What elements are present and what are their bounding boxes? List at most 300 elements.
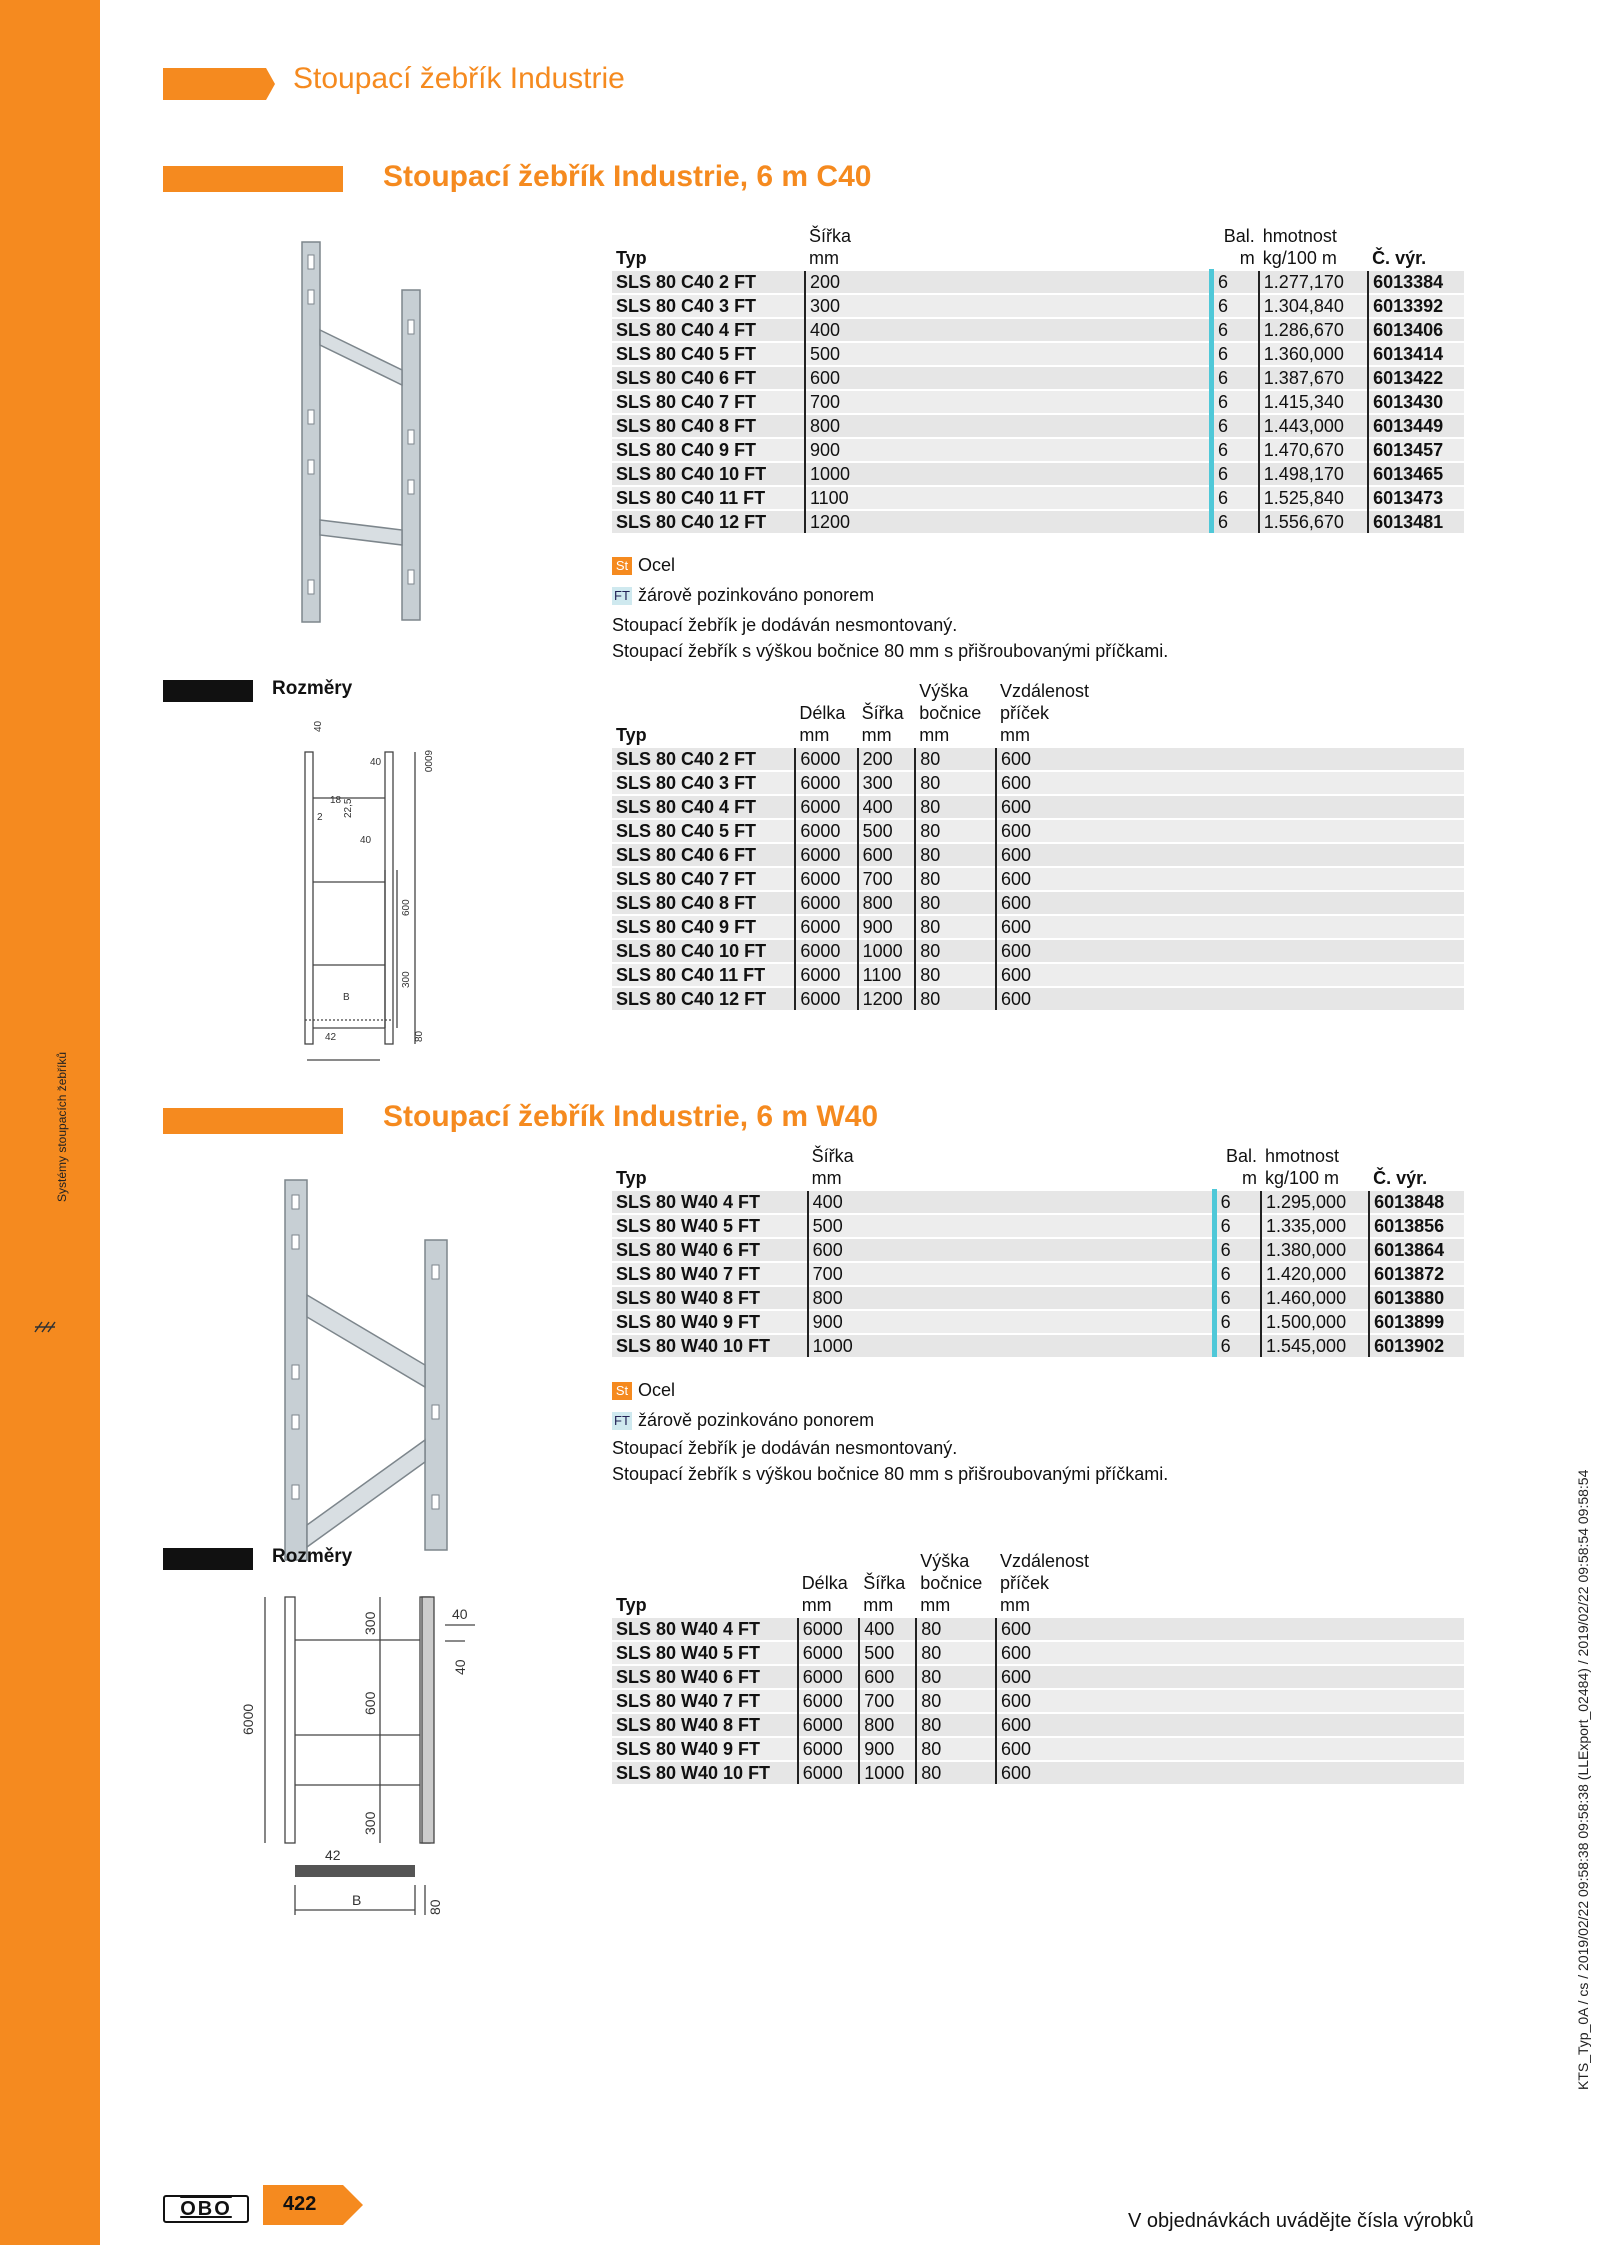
cell-vyska: 80: [915, 819, 996, 843]
cell-typ: SLS 80 C40 9 FT: [612, 438, 805, 462]
dims-title: Rozměry: [272, 678, 353, 699]
cell-sirka: 1000: [805, 462, 1212, 486]
cell-typ: SLS 80 C40 4 FT: [612, 795, 795, 819]
cell-delka: 6000: [795, 867, 857, 891]
cell-vzdalenost: 600: [996, 915, 1464, 939]
material-st: [612, 555, 675, 576]
col-sirka-unit: mm: [811, 1168, 842, 1188]
table-row: [612, 1334, 1464, 1357]
cell-cislo: 6013384: [1368, 270, 1464, 294]
cell-delka: 6000: [795, 987, 857, 1010]
table-row: [612, 915, 1464, 939]
cell-hmotnost: 1.498,170: [1259, 462, 1368, 486]
cell-bal: 6: [1211, 270, 1258, 294]
material-st-text: Ocel: [638, 555, 676, 575]
cell-sirka: 300: [805, 294, 1212, 318]
col-vyska-head: Výška: [919, 681, 969, 701]
cell-vzdalenost: 600: [996, 1617, 1464, 1641]
table-row: [612, 1713, 1464, 1737]
dims-bar: [163, 680, 253, 702]
cell-sirka: 1000: [858, 939, 916, 963]
col-vzd-sub: příček: [1000, 1573, 1050, 1593]
cell-hmotnost: 1.470,670: [1259, 438, 1368, 462]
ft-badge: FT: [612, 1412, 632, 1430]
table-row: [612, 891, 1464, 915]
section-bar: [163, 1108, 343, 1134]
col-typ-head: Typ: [616, 725, 647, 745]
table-row: [612, 1737, 1464, 1761]
cell-delka: 6000: [798, 1641, 860, 1665]
table-row: [612, 1641, 1464, 1665]
cell-vyska: 80: [915, 939, 996, 963]
dim-label: 40: [370, 757, 382, 768]
cell-typ: SLS 80 C40 5 FT: [612, 342, 805, 366]
cell-bal: 6: [1214, 1334, 1261, 1357]
cell-vyska: 80: [916, 1713, 996, 1737]
table-row: [612, 819, 1464, 843]
table-row: [612, 795, 1464, 819]
cell-hmotnost: 1.443,000: [1259, 414, 1368, 438]
dim-label: 40: [313, 720, 324, 732]
cell-cislo: 6013414: [1368, 342, 1464, 366]
cell-sirka: 400: [808, 1190, 1215, 1214]
cell-sirka: 400: [858, 795, 916, 819]
cell-sirka: 900: [805, 438, 1212, 462]
table-row: [612, 1761, 1464, 1784]
cell-typ: SLS 80 C40 3 FT: [612, 771, 795, 795]
table-row: [612, 1689, 1464, 1713]
cell-typ: SLS 80 W40 9 FT: [612, 1310, 808, 1334]
cell-sirka: 200: [805, 270, 1212, 294]
cell-sirka: 900: [858, 915, 916, 939]
cell-vyska: 80: [915, 987, 996, 1010]
dim-label: 80: [427, 1899, 443, 1915]
cell-typ: SLS 80 C40 5 FT: [612, 819, 795, 843]
col-unit: mm: [920, 1595, 951, 1615]
cell-delka: 6000: [795, 819, 857, 843]
dim-label: 300: [401, 971, 412, 988]
cell-vyska: 80: [915, 915, 996, 939]
cell-hmotnost: 1.380,000: [1261, 1238, 1369, 1262]
cell-sirka: 800: [805, 414, 1212, 438]
col-hmot-unit: kg/100 m: [1265, 1168, 1340, 1188]
cell-sirka: 600: [808, 1238, 1215, 1262]
cell-vyska: 80: [916, 1689, 996, 1713]
cell-cislo: 6013473: [1368, 486, 1464, 510]
cell-bal: 6: [1214, 1214, 1261, 1238]
cell-typ: SLS 80 W40 10 FT: [612, 1334, 808, 1357]
chapter-title: Stoupací žebřík Industrie: [293, 62, 625, 95]
obo-logo: [163, 2195, 249, 2223]
dim-label: 40: [452, 1659, 468, 1675]
cell-delka: 6000: [798, 1617, 860, 1641]
dim-label: 6000: [422, 750, 433, 773]
ladder-photo: [290, 230, 440, 630]
material-st: [612, 1380, 675, 1401]
cell-typ: SLS 80 C40 10 FT: [612, 462, 805, 486]
col-bal-head: Bal.: [1225, 1146, 1257, 1166]
cell-vyska: 80: [915, 747, 996, 771]
col-vzd-head: Vzdálenost: [1000, 1551, 1090, 1571]
cell-bal: 6: [1214, 1286, 1261, 1310]
table-row: [612, 390, 1464, 414]
cell-typ: SLS 80 C40 6 FT: [612, 843, 795, 867]
cell-bal: 6: [1211, 510, 1258, 533]
cell-hmotnost: 1.545,000: [1261, 1334, 1369, 1357]
cell-sirka: 800: [858, 891, 916, 915]
cell-hmotnost: 1.500,000: [1261, 1310, 1369, 1334]
cell-typ: SLS 80 C40 8 FT: [612, 891, 795, 915]
cell-typ: SLS 80 C40 8 FT: [612, 414, 805, 438]
cell-typ: SLS 80 W40 5 FT: [612, 1641, 798, 1665]
cell-delka: 6000: [795, 747, 857, 771]
col-sirka-head: Šířka: [811, 1146, 854, 1166]
col-sirka-head: Šířka: [808, 226, 851, 246]
cell-sirka: 800: [808, 1286, 1215, 1310]
cell-cislo: 6013465: [1368, 462, 1464, 486]
cell-vzdalenost: 600: [996, 747, 1464, 771]
cell-sirka: 700: [805, 390, 1212, 414]
cell-cislo: 6013422: [1368, 366, 1464, 390]
material-ft-text: žárově pozinkováno ponorem: [638, 585, 875, 605]
cell-hmotnost: 1.420,000: [1261, 1262, 1369, 1286]
cell-vzdalenost: 600: [996, 819, 1464, 843]
col-hmot-head: hmotnost: [1265, 1146, 1340, 1166]
side-bar: [0, 0, 100, 2245]
cell-cislo: 6013856: [1369, 1214, 1464, 1238]
cell-cislo: 6013899: [1369, 1310, 1464, 1334]
note-2: Stoupací žebřík s výškou bočnice 80 mm s přišroubovanými příčkami.: [612, 641, 1169, 661]
cell-bal: 6: [1214, 1310, 1261, 1334]
col-unit: mm: [1000, 1595, 1030, 1615]
cell-typ: SLS 80 W40 9 FT: [612, 1737, 798, 1761]
st-badge: St: [612, 557, 632, 575]
cell-vyska: 80: [916, 1737, 996, 1761]
cell-sirka: 1000: [859, 1761, 916, 1784]
col-unit: mm: [861, 725, 892, 745]
cell-sirka: 600: [858, 843, 916, 867]
cell-typ: SLS 80 W40 8 FT: [612, 1286, 808, 1310]
table-row: [612, 963, 1464, 987]
cell-sirka: 1100: [858, 963, 916, 987]
col-unit: mm: [799, 725, 830, 745]
dim-label: 2: [317, 812, 323, 823]
note-1: Stoupací žebřík je dodáván nesmontovaný.: [612, 1438, 958, 1458]
col-bal-unit: m: [1242, 1168, 1257, 1188]
table-row: [612, 270, 1464, 294]
col-sirka-head: Šířka: [863, 1573, 906, 1593]
cell-typ: SLS 80 C40 11 FT: [612, 963, 795, 987]
cell-typ: SLS 80 C40 12 FT: [612, 510, 805, 533]
cell-sirka: 400: [805, 318, 1212, 342]
cell-hmotnost: 1.556,670: [1259, 510, 1368, 533]
table-row: [612, 1262, 1464, 1286]
cell-hmotnost: 1.360,000: [1259, 342, 1368, 366]
dim-label: 40: [452, 1606, 468, 1622]
dim-label: 600: [362, 1691, 378, 1715]
cell-delka: 6000: [795, 891, 857, 915]
dim-label: 300: [362, 1611, 378, 1635]
dim-label: 22,5: [343, 798, 354, 818]
cell-vzdalenost: 600: [996, 891, 1464, 915]
dims-title: Rozměry: [272, 1546, 353, 1567]
cell-vzdalenost: 600: [996, 987, 1464, 1010]
cell-vyska: 80: [915, 891, 996, 915]
table-row: [612, 867, 1464, 891]
footer-note: V objednávkách uvádějte čísla výrobků: [1128, 2210, 1474, 2232]
st-badge: St: [612, 1382, 632, 1400]
cell-cislo: 6013481: [1368, 510, 1464, 533]
cell-sirka: 900: [808, 1310, 1215, 1334]
col-typ-head: Typ: [616, 248, 647, 268]
cell-bal: 6: [1211, 438, 1258, 462]
cell-typ: SLS 80 W40 6 FT: [612, 1238, 808, 1262]
table-row: [612, 1617, 1464, 1641]
table-row: [612, 1286, 1464, 1310]
cell-delka: 6000: [795, 939, 857, 963]
col-cvyr-head: Č. výr.: [1372, 248, 1427, 268]
cell-sirka: 200: [858, 747, 916, 771]
cell-typ: SLS 80 W40 5 FT: [612, 1214, 808, 1238]
table-row: [612, 318, 1464, 342]
dim-label: 40: [360, 835, 372, 846]
ft-badge: FT: [612, 587, 632, 605]
cell-typ: SLS 80 W40 8 FT: [612, 1713, 798, 1737]
cell-sirka: 400: [859, 1617, 916, 1641]
cell-delka: 6000: [798, 1713, 860, 1737]
ladder-icon: [34, 1320, 56, 1332]
cell-vzdalenost: 600: [996, 1737, 1464, 1761]
cell-hmotnost: 1.335,000: [1261, 1214, 1369, 1238]
cell-vyska: 80: [915, 843, 996, 867]
dim-label: 42: [325, 1032, 337, 1043]
col-hmot-head: hmotnost: [1262, 226, 1337, 246]
cell-vzdalenost: 600: [996, 771, 1464, 795]
cell-delka: 6000: [798, 1737, 860, 1761]
cell-sirka: 500: [858, 819, 916, 843]
cell-typ: SLS 80 C40 7 FT: [612, 390, 805, 414]
dim-label: 42: [325, 1847, 341, 1863]
cell-bal: 6: [1211, 390, 1258, 414]
page-number: 422: [283, 2193, 317, 2215]
table-row: [612, 747, 1464, 771]
col-typ-head: Typ: [616, 1595, 647, 1615]
cell-hmotnost: 1.304,840: [1259, 294, 1368, 318]
cell-delka: 6000: [798, 1665, 860, 1689]
table-row: [612, 294, 1464, 318]
cell-vzdalenost: 600: [996, 939, 1464, 963]
cell-delka: 6000: [795, 915, 857, 939]
col-vzd-head: Vzdálenost: [1000, 681, 1090, 701]
cell-typ: SLS 80 W40 7 FT: [612, 1262, 808, 1286]
cell-cislo: 6013392: [1368, 294, 1464, 318]
cell-vyska: 80: [916, 1665, 996, 1689]
dims-table: [612, 1550, 1464, 1784]
cell-typ: SLS 80 W40 6 FT: [612, 1665, 798, 1689]
cell-delka: 6000: [795, 843, 857, 867]
cell-sirka: 1200: [805, 510, 1212, 533]
cell-vyska: 80: [916, 1617, 996, 1641]
table-row: [612, 510, 1464, 533]
cell-typ: SLS 80 C40 10 FT: [612, 939, 795, 963]
table-row: [612, 939, 1464, 963]
table-row: [612, 1190, 1464, 1214]
col-vyska-sub: bočnice: [919, 703, 982, 723]
table-row: [612, 1310, 1464, 1334]
col-vyska-sub: bočnice: [920, 1573, 983, 1593]
cell-typ: SLS 80 C40 3 FT: [612, 294, 805, 318]
cell-vyska: 80: [915, 963, 996, 987]
table-row: [612, 1238, 1464, 1262]
chapter-arrow: [163, 68, 275, 100]
col-delka-head: Délka: [801, 1573, 848, 1593]
cell-vzdalenost: 600: [996, 1641, 1464, 1665]
cell-typ: SLS 80 C40 9 FT: [612, 915, 795, 939]
table-row: [612, 462, 1464, 486]
cell-typ: SLS 80 C40 12 FT: [612, 987, 795, 1010]
cell-sirka: 500: [805, 342, 1212, 366]
cell-hmotnost: 1.525,840: [1259, 486, 1368, 510]
cell-vzdalenost: 600: [996, 843, 1464, 867]
cell-sirka: 700: [859, 1689, 916, 1713]
cell-typ: SLS 80 C40 11 FT: [612, 486, 805, 510]
cell-bal: 6: [1211, 294, 1258, 318]
col-sirka-head: Šířka: [861, 703, 904, 723]
col-vzd-sub: příček: [1000, 703, 1050, 723]
cell-bal: 6: [1211, 462, 1258, 486]
cell-bal: 6: [1211, 486, 1258, 510]
cell-bal: 6: [1211, 366, 1258, 390]
export-meta: KTS_Typ_0A / cs / 2019/02/22 09:58:38 09:58:38 (LLExport_02484) / 2019/02/22 09:58:54 09:58:54: [1575, 1469, 1591, 2090]
table-row: [612, 987, 1464, 1010]
cell-vyska: 80: [916, 1641, 996, 1665]
col-unit: mm: [863, 1595, 894, 1615]
order-table: [612, 1145, 1464, 1357]
cell-sirka: 500: [808, 1214, 1215, 1238]
cell-typ: SLS 80 C40 2 FT: [612, 270, 805, 294]
cell-sirka: 800: [859, 1713, 916, 1737]
table-row: [612, 486, 1464, 510]
cell-vzdalenost: 600: [996, 1689, 1464, 1713]
cell-bal: 6: [1214, 1262, 1261, 1286]
section-title: Stoupací žebřík Industrie, 6 m C40: [383, 160, 872, 193]
sidebar-label: Systémy stoupacích žebříků: [55, 1051, 69, 1202]
cell-bal: 6: [1211, 414, 1258, 438]
cell-vyska: 80: [915, 795, 996, 819]
dim-label: 600: [401, 899, 412, 916]
col-bal-head: Bal.: [1223, 226, 1255, 246]
dim-label: B: [343, 992, 350, 1003]
cell-cislo: 6013864: [1369, 1238, 1464, 1262]
dim-label: B: [352, 1892, 362, 1908]
cell-typ: SLS 80 C40 6 FT: [612, 366, 805, 390]
cell-sirka: 700: [808, 1262, 1215, 1286]
cell-cislo: 6013457: [1368, 438, 1464, 462]
cell-sirka: 1000: [808, 1334, 1215, 1357]
cell-cislo: 6013902: [1369, 1334, 1464, 1357]
cell-sirka: 300: [858, 771, 916, 795]
cell-typ: SLS 80 C40 4 FT: [612, 318, 805, 342]
dim-label: 18: [330, 795, 342, 806]
cell-hmotnost: 1.277,170: [1259, 270, 1368, 294]
table-row: [612, 1214, 1464, 1238]
cell-vzdalenost: 600: [996, 795, 1464, 819]
col-vyska-head: Výška: [920, 1551, 970, 1571]
order-table: [612, 225, 1464, 533]
dimension-drawing: [240, 1585, 490, 1935]
cell-vzdalenost: 600: [996, 867, 1464, 891]
cell-typ: SLS 80 W40 4 FT: [612, 1190, 808, 1214]
material-ft-text: žárově pozinkováno ponorem: [638, 1410, 875, 1430]
cell-typ: SLS 80 W40 7 FT: [612, 1689, 798, 1713]
col-bal-unit: m: [1239, 248, 1255, 268]
cell-delka: 6000: [795, 963, 857, 987]
cell-typ: SLS 80 W40 4 FT: [612, 1617, 798, 1641]
cell-delka: 6000: [795, 795, 857, 819]
note-1: Stoupací žebřík je dodáván nesmontovaný.: [612, 615, 958, 635]
table-row: [612, 843, 1464, 867]
ladder-photo: [265, 1165, 455, 1565]
col-unit: mm: [919, 725, 950, 745]
cell-hmotnost: 1.286,670: [1259, 318, 1368, 342]
cell-vyska: 80: [916, 1761, 996, 1784]
brand-text: OBO: [180, 2198, 232, 2220]
cell-delka: 6000: [798, 1761, 860, 1784]
cell-delka: 6000: [795, 771, 857, 795]
table-row: [612, 366, 1464, 390]
dim-label: 300: [362, 1811, 378, 1835]
section-title: Stoupací žebřík Industrie, 6 m W40: [383, 1100, 879, 1133]
dim-label: 6000: [240, 1703, 256, 1735]
cell-bal: 6: [1211, 342, 1258, 366]
col-sirka-unit: mm: [808, 248, 839, 268]
cell-vyska: 80: [915, 867, 996, 891]
cell-delka: 6000: [798, 1689, 860, 1713]
cell-vzdalenost: 600: [996, 1713, 1464, 1737]
cell-cislo: 6013848: [1369, 1190, 1464, 1214]
table-row: [612, 438, 1464, 462]
dims-bar: [163, 1548, 253, 1570]
cell-cislo: 6013406: [1368, 318, 1464, 342]
cell-vyska: 80: [915, 771, 996, 795]
cell-bal: 6: [1214, 1238, 1261, 1262]
cell-sirka: 600: [859, 1665, 916, 1689]
cell-vzdalenost: 600: [996, 963, 1464, 987]
cell-vzdalenost: 600: [996, 1665, 1464, 1689]
cell-cislo: 6013449: [1368, 414, 1464, 438]
cell-sirka: 700: [858, 867, 916, 891]
table-row: [612, 1665, 1464, 1689]
col-typ-head: Typ: [616, 1168, 647, 1188]
cell-bal: 6: [1214, 1190, 1261, 1214]
note-2: Stoupací žebřík s výškou bočnice 80 mm s přišroubovanými příčkami.: [612, 1464, 1169, 1484]
dims-table: [612, 680, 1464, 1010]
material-ft: [612, 1410, 874, 1431]
material-ft: [612, 585, 874, 606]
cell-typ: SLS 80 W40 10 FT: [612, 1761, 798, 1784]
cell-typ: SLS 80 C40 7 FT: [612, 867, 795, 891]
cell-sirka: 500: [859, 1641, 916, 1665]
cell-sirka: 900: [859, 1737, 916, 1761]
col-unit: mm: [1000, 725, 1030, 745]
col-unit: mm: [801, 1595, 832, 1615]
dim-label: 80: [414, 1030, 425, 1042]
table-row: [612, 771, 1464, 795]
col-cvyr-head: Č. výr.: [1373, 1168, 1428, 1188]
cell-bal: 6: [1211, 318, 1258, 342]
dimension-drawing: [285, 720, 455, 1070]
col-hmot-unit: kg/100 m: [1262, 248, 1337, 268]
